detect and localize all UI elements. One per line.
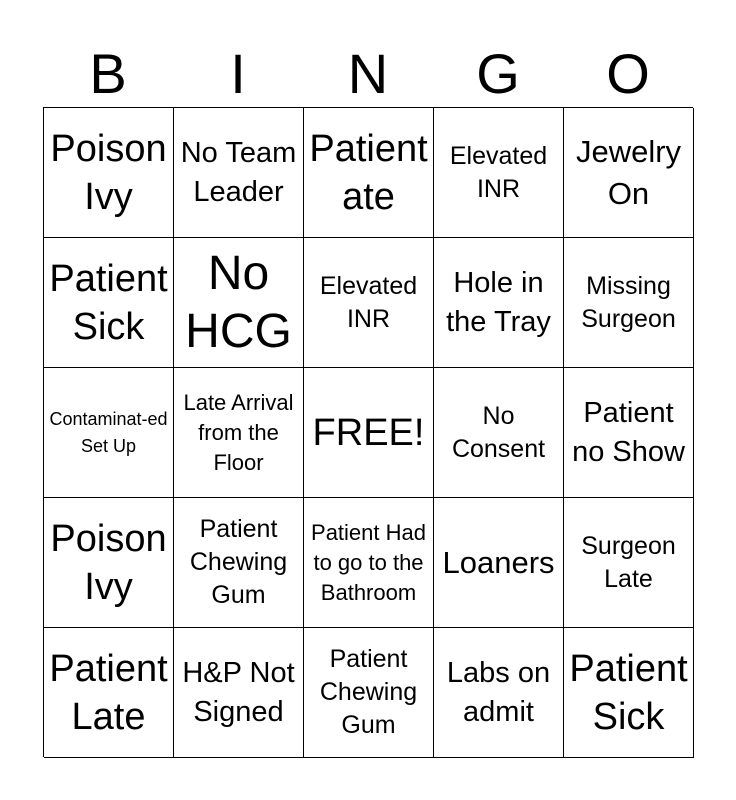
bingo-cell[interactable]	[434, 108, 564, 238]
cell-text: Contaminat-ed Set Up	[49, 408, 168, 456]
cell-text: Hole in the Tray	[446, 266, 551, 338]
bingo-cell[interactable]	[564, 498, 694, 628]
cell-text: Labs on admit	[446, 656, 551, 728]
bingo-cell[interactable]	[44, 368, 174, 498]
header-letter-i: I	[230, 42, 246, 105]
bingo-cell[interactable]	[564, 108, 694, 238]
bingo-cell[interactable]	[304, 628, 434, 758]
cell-text: Poison Ivy	[50, 127, 167, 218]
bingo-cell[interactable]	[174, 238, 304, 368]
bingo-cell[interactable]	[304, 238, 434, 368]
header-letter-g: G	[476, 42, 520, 105]
cell-text: Patient Had to go to the Bathroom	[311, 519, 426, 605]
bingo-grid	[43, 107, 693, 757]
cell-text: Patient Chewing Gum	[189, 515, 288, 609]
cell-text: Poison Ivy	[50, 517, 167, 608]
bingo-cell[interactable]	[564, 238, 694, 368]
cell-text: FREE!	[312, 411, 425, 454]
cell-text: Patient Chewing Gum	[319, 645, 418, 739]
cell-text: Jewelry On	[575, 133, 682, 211]
bingo-cell[interactable]	[44, 238, 174, 368]
bingo-cell[interactable]	[564, 628, 694, 758]
bingo-cell[interactable]	[174, 108, 304, 238]
cell-text: No HCG	[185, 246, 292, 358]
cell-text: No Consent	[451, 401, 546, 463]
bingo-cell[interactable]	[434, 628, 564, 758]
cell-text: H&P Not Signed	[182, 656, 295, 728]
bingo-header	[43, 40, 693, 108]
cell-text: Late Arrival from the Floor	[183, 389, 294, 475]
bingo-cell[interactable]	[304, 368, 434, 498]
header-letter-b: B	[89, 42, 127, 105]
cell-text: Missing Surgeon	[581, 271, 676, 333]
bingo-cell[interactable]	[44, 498, 174, 628]
cell-text: Patient Sick	[569, 647, 688, 738]
cell-text: Elevated INR	[449, 141, 548, 203]
bingo-cell[interactable]	[174, 628, 304, 758]
bingo-cell[interactable]	[174, 498, 304, 628]
cell-text: No Team Leader	[180, 136, 297, 208]
bingo-cell[interactable]	[434, 368, 564, 498]
cell-text: Patient ate	[309, 127, 428, 218]
header-letter-o: O	[606, 42, 650, 105]
bingo-cell[interactable]	[44, 108, 174, 238]
bingo-cell[interactable]	[304, 108, 434, 238]
cell-text: Patient no Show	[572, 396, 685, 468]
cell-text: Patient Late	[49, 647, 168, 738]
cell-text: Patient Sick	[49, 257, 168, 348]
cell-text: Elevated INR	[319, 271, 418, 333]
cell-text: Surgeon Late	[581, 531, 676, 593]
bingo-cell[interactable]	[434, 498, 564, 628]
cell-text: Loaners	[442, 544, 555, 580]
bingo-cell[interactable]	[304, 498, 434, 628]
bingo-cell[interactable]	[434, 238, 564, 368]
bingo-cell[interactable]	[174, 368, 304, 498]
header-letter-n: N	[347, 42, 389, 105]
bingo-cell[interactable]	[564, 368, 694, 498]
bingo-cell[interactable]	[44, 628, 174, 758]
